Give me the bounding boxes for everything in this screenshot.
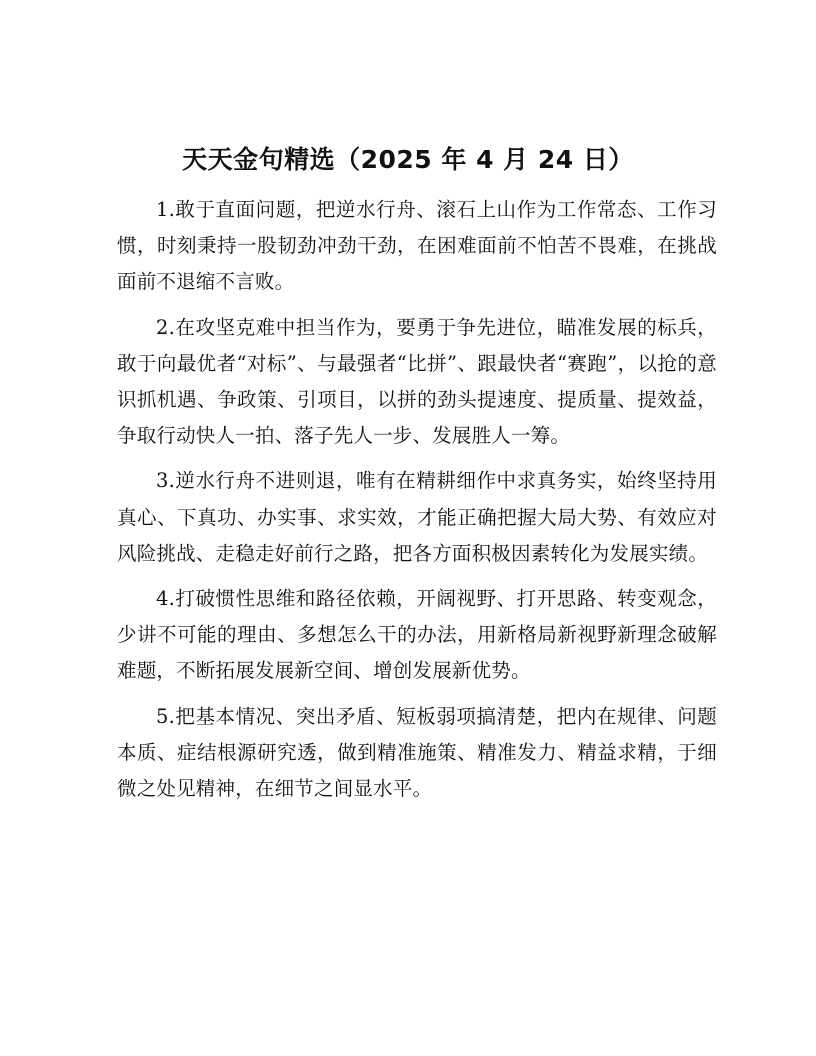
paragraph-4: 4.打破惯性思维和路径依赖，开阔视野、打开思路、转变观念，少讲不可能的理由、多想怎么干的办法，用新格局新视野新理念破解难题，不断拓展发展新空间、增创发展新优势。 bbox=[117, 587, 717, 683]
paragraph-3: 3.逆水行舟不进则退，唯有在精耕细作中求真务实，始终坚持用真心、下真功、办实事、求实效，才能正确把握大局大势、有效应对风险挑战、走稳走好前行之路，把各方面积极因素转化为发展实绩。 bbox=[117, 469, 717, 565]
paragraph-1: 1.敢于直面问题，把逆水行舟、滚石上山作为工作常态、工作习惯，时刻秉持一股韧劲冲劲干劲，在困难面前不怕苦不畏难，在挑战面前不退缩不言败。 bbox=[117, 198, 717, 294]
paragraph-2: 2.在攻坚克难中担当作为，要勇于争先进位，瞄准发展的标兵，敢于向最优者“对标”、与最强者“比拼”、跟最快者“赛跑”，以抢的意识抓机遇、争政策、引项目，以拼的劲头提速度、提质量、提效益，争取行动快人一拍、落子先人一步、发展胜人一筹。 bbox=[117, 315, 717, 448]
document-body bbox=[117, 192, 717, 816]
document-title: 天天金句精选（2025 年 4 月 24 日） bbox=[182, 145, 634, 174]
paragraph-5: 5.把基本情况、突出矛盾、短板弱项搞清楚，把内在规律、问题本质、症结根源研究透，做到精准施策、精准发力、精益求精，于细微之处见精神，在细节之间显水平。 bbox=[117, 704, 717, 801]
